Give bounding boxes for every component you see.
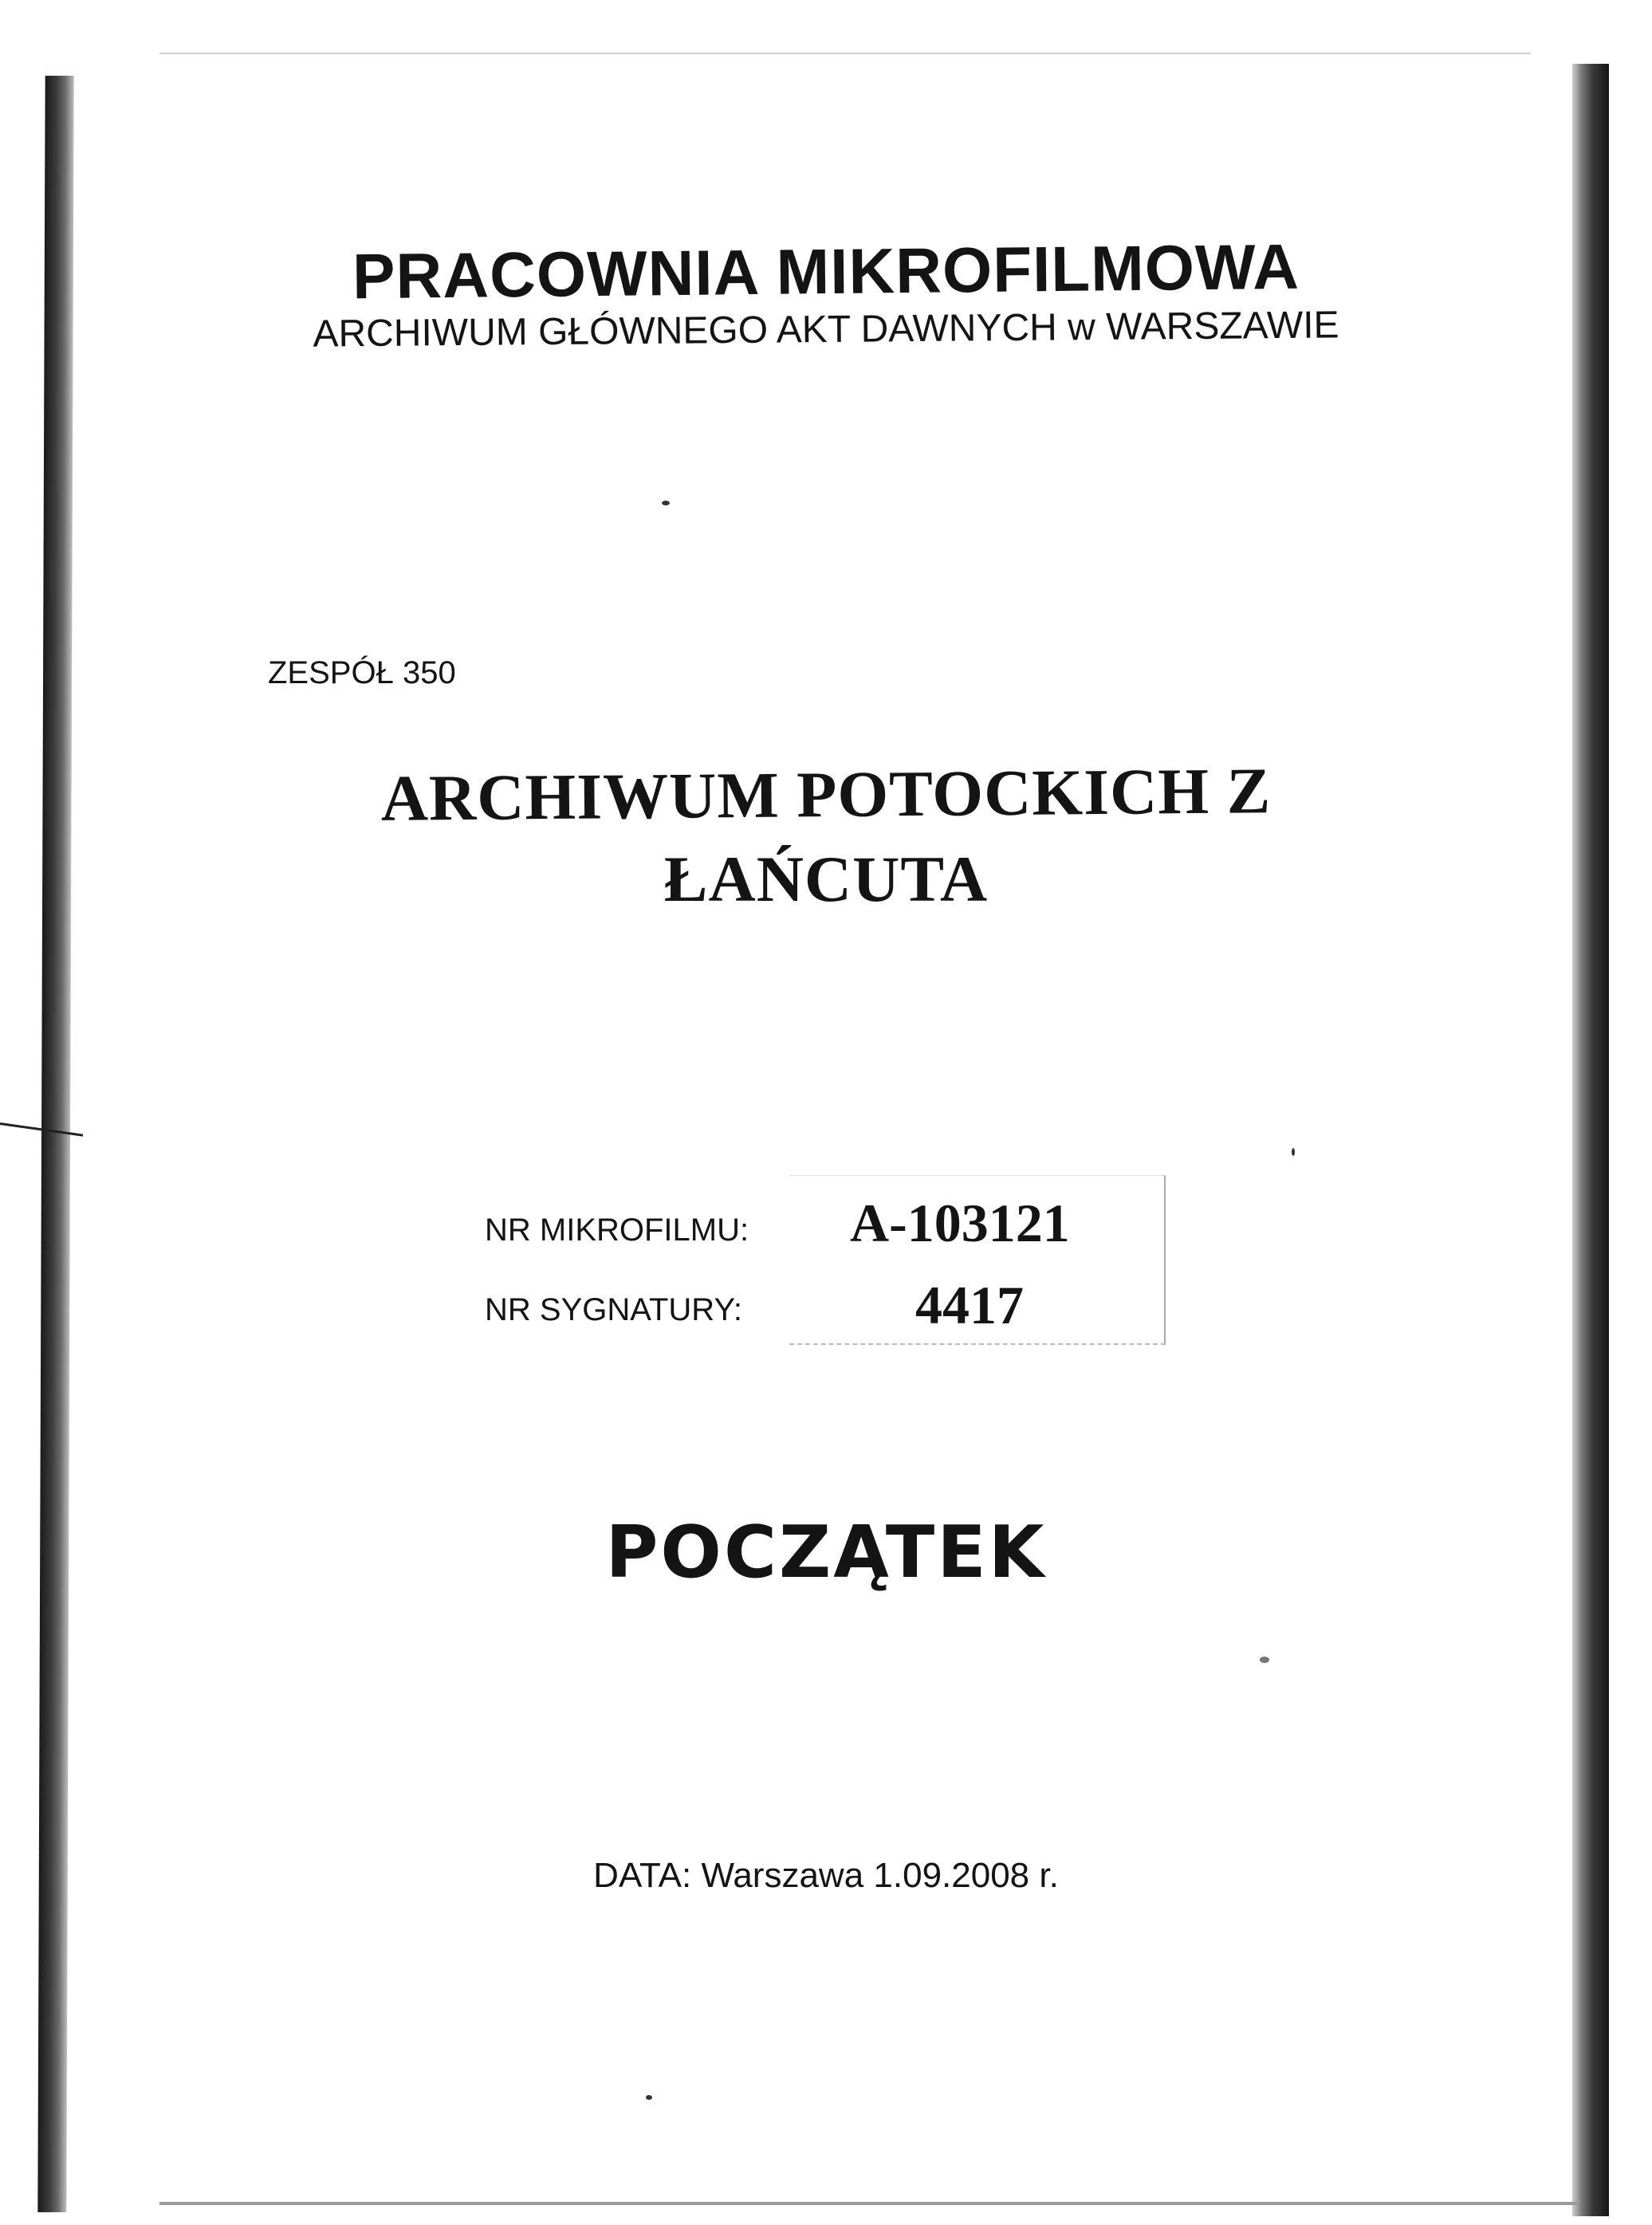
- signature-value: 4417: [915, 1275, 1024, 1335]
- fond-name-line-2: ŁAŃCUTA: [663, 843, 989, 915]
- speck: [646, 2095, 652, 2100]
- microfilm-value: A-103121: [850, 1193, 1070, 1253]
- institution-subtitle: ARCHIWUM GŁÓWNEGO AKT DAWNYCH w WARSZAWIE: [313, 304, 1339, 356]
- institution-title: PRACOWNIA MIKROFILMOWA: [352, 230, 1300, 313]
- speck: [1292, 1148, 1295, 1156]
- fond-number: ZESPÓŁ 350: [268, 655, 456, 690]
- start-marker: POCZĄTEK: [605, 1511, 1047, 1594]
- signature-label: NR SYGNATURY:: [485, 1292, 743, 1327]
- speck: [1260, 1657, 1269, 1663]
- speck: [662, 501, 670, 505]
- microfilm-label: NR MIKROFILMU:: [485, 1213, 749, 1248]
- scan-edge-bottom: [159, 2202, 1579, 2205]
- date-line: DATA: Warszawa 1.09.2008 r.: [593, 1856, 1059, 1895]
- fond-name-line-1: ARCHIWUM POTOCKICH Z: [380, 754, 1272, 835]
- scan-edge-top: [159, 53, 1531, 54]
